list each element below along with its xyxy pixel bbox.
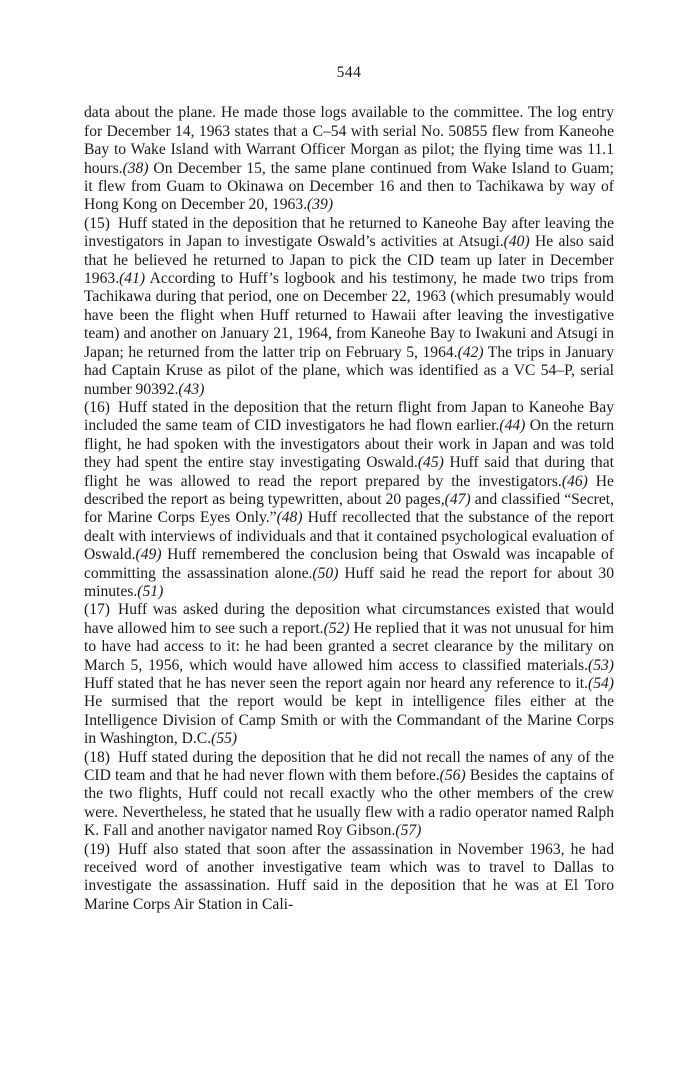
- footnote-reference: (50): [312, 564, 339, 582]
- paragraph-text: According to Huff’s logbook and his testimony, he made two trips from Tachikawa during that period, one on December 22, 1963 (which presumably would have been the flight when Huff returned to Hawaii after leaving the investigative team) and another on January 21, 1964, from Kaneohe Bay to Iwakuni and Atsugi in Japan; he returned from the latter trip on February 5, 1964.: [84, 270, 614, 361]
- paragraph: [84, 399, 614, 601]
- paragraph-text: Huff said he read the report for about 30 minutes.: [84, 564, 614, 600]
- footnote-reference: (48): [276, 509, 303, 527]
- footnote-reference: (55): [211, 730, 238, 748]
- paragraph-text: Huff stated in the deposition that he returned to Kaneohe Bay after leaving the investigators in Japan to investigate Oswald’s activities at Atsugi.: [84, 214, 614, 251]
- footnote-reference: (40): [503, 233, 530, 251]
- paragraph-text: Huff stated in the deposition that the return flight from Japan to Kaneohe Bay included the same team of CID investigators he had flown earlier.: [84, 398, 614, 435]
- footnote-reference: (54): [588, 675, 614, 692]
- paragraph-text: and classified “Secret, for Marine Corps Eyes Only.”: [84, 490, 614, 527]
- paragraph-number: (15): [84, 214, 110, 232]
- paragraph-text: Huff also stated that soon after the assassination in November 1963, he had received word of another investigative team which was to travel to Dallas to investigate the assassination. Huff said in the deposition that he was at El Toro Marine Corps Air Station in Cali-: [84, 840, 614, 913]
- footnote-reference: (42): [457, 343, 484, 361]
- paragraph-text: He described the report as being typewritten, about 20 pages,: [84, 472, 614, 508]
- paragraph: [84, 104, 614, 214]
- footnote-reference: (44): [499, 417, 526, 435]
- paragraph-text: Huff was asked during the deposition what circumstances existed that would have allowed him to see such a report.: [84, 601, 614, 637]
- paragraph-text: He also said that he believed he returned to Japan to pick the CID team up later in December 1963.: [84, 233, 614, 288]
- paragraph: [84, 601, 614, 748]
- paragraph-text: He surmised that the report would be kept in intelligence files either at the Intelligence Division of Camp Smith or with the Commandant of the Marine Corps in Washington, D.C.: [84, 693, 614, 748]
- footnote-reference: (47): [444, 490, 471, 508]
- footnote-reference: (57): [395, 822, 422, 840]
- footnote-reference: (51): [137, 582, 164, 600]
- footnote-reference: (46): [561, 472, 588, 490]
- footnote-reference: (52): [323, 619, 350, 637]
- paragraph-text: The trips in January had Captain Kruse as pilot of the plane, which was identified as a VC 54–P, serial number 90392.: [84, 343, 614, 398]
- footnote-reference: (41): [119, 270, 146, 288]
- page-number: 544: [336, 64, 362, 81]
- document-page: [84, 64, 614, 914]
- body-text: [84, 104, 614, 914]
- footnote-reference: (38): [122, 159, 149, 177]
- paragraph: [84, 749, 614, 841]
- paragraph-text: He replied that it was not unusual for him to have had access to it: he had been granted a secret clearance by the military on March 5, 1956, which would have allowed him access to classified materials.: [84, 619, 614, 674]
- paragraph-text: On December 15, the same plane continued from Wake Island to Guam; it flew from Guam to Okinawa on December 16 and then to Tachikawa by way of Hong Kong on December 20, 1963.: [84, 159, 614, 214]
- paragraph-text: Huff stated that he has never seen the report again nor heard any reference to it.: [84, 675, 589, 692]
- paragraph: [84, 841, 614, 915]
- footnote-reference: (45): [417, 454, 444, 472]
- paragraph-text: Besides the captains of the two flights, Huff could not recall exactly who the other members of the crew were. Nevertheless, he stated that he usually flew with a radio operator named Ralph K. Fall and another navigator named Roy Gibson.: [84, 767, 614, 840]
- paragraph-text: Huff stated during the deposition that he did not recall the names of any of the CID team and that he had never flown with them before.: [84, 748, 614, 785]
- footnote-reference: (43): [178, 380, 205, 398]
- paragraph-text: data about the plane. He made those logs available to the committee. The log entry for December 14, 1963 states that a C–54 with serial No. 50855 flew from Kaneohe Bay to Wake Island with Warrant Officer Morgan as pilot; the flying time was 11.1 hours.: [84, 104, 614, 177]
- footnote-reference: (49): [135, 546, 162, 564]
- footnote-reference: (39): [307, 196, 334, 214]
- paragraph-text: Huff recollected that the substance of the report dealt with interviews of individuals and that it contained psychological evaluation of Oswald.: [84, 509, 614, 564]
- paragraph-number: (16): [84, 398, 110, 416]
- paragraph-number: (17): [84, 601, 110, 619]
- paragraph: [84, 215, 614, 399]
- paragraph-text: Huff said that during that flight he was allowed to read the report prepared by the investigators.: [84, 454, 614, 490]
- paragraph-number: (18): [84, 748, 110, 766]
- footnote-reference: (56): [439, 767, 466, 785]
- paragraph-text: Huff remembered the conclusion being that Oswald was incapable of committing the assassination alone.: [84, 546, 614, 582]
- paragraph-number: (19): [84, 840, 110, 858]
- paragraph-text: On the return flight, he had spoken with the investigators about their work in Japan and was told they had spent the entire stay investigating Oswald.: [84, 417, 614, 472]
- footnote-reference: (53): [588, 656, 614, 674]
